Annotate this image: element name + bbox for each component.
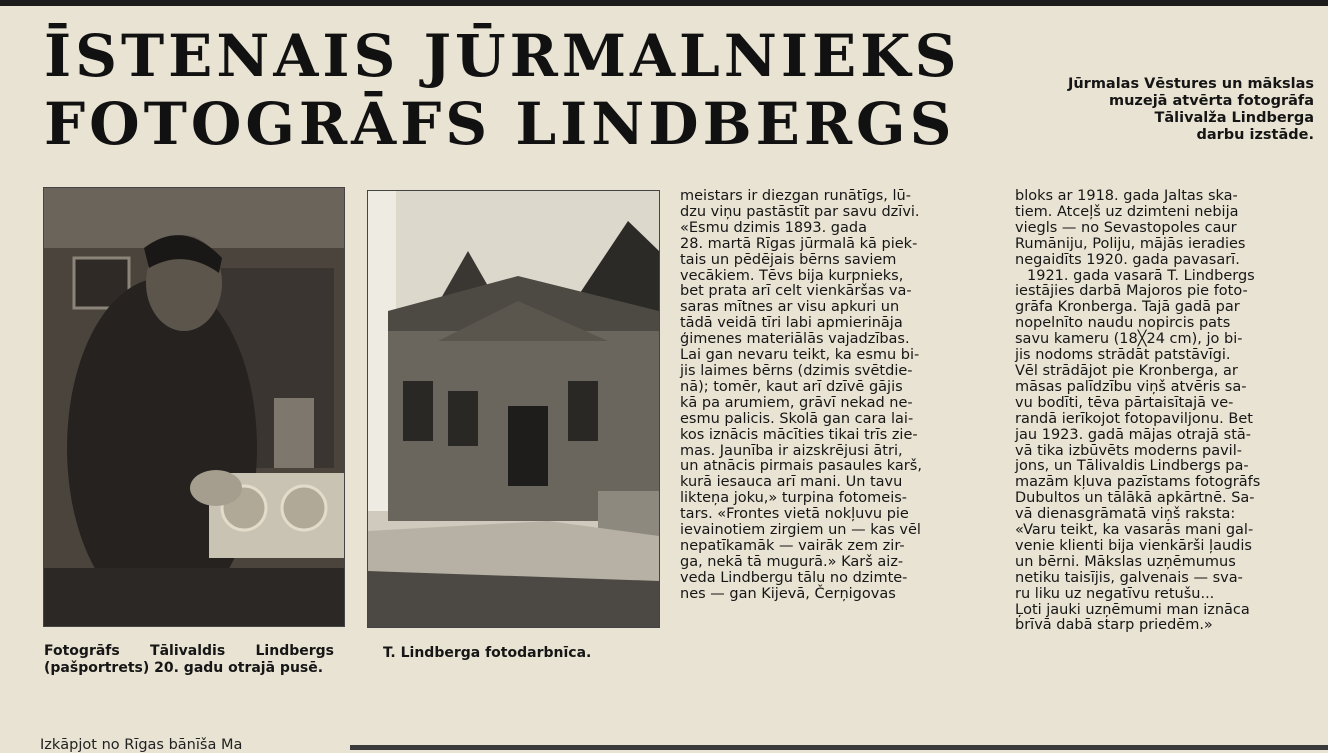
text-column-3 (1015, 189, 1321, 634)
text-line: Ļoti jauki uzņēmumi man iznāca (1015, 601, 1250, 618)
lead-paragraph (1014, 76, 1314, 144)
photo-caption-studio: T. Lindberga fotodarbnīca. (383, 645, 592, 661)
text-line: viegls — no Sevastopoles caur (1015, 219, 1237, 236)
text-line: savu kameru (18╳24 cm), jo bi- (1015, 331, 1243, 348)
text-line: netiku taisījis, galvenais — sva- (1015, 569, 1243, 586)
text-line: esmu palicis. Skolā gan cara lai- (680, 410, 914, 427)
text-line: ievainotiem zirgiem un — kas vēl (680, 522, 921, 539)
text-line: tars. «Frontes vietā nokļuvu pie (680, 506, 909, 523)
lead-line: darbu izstāde. (1196, 127, 1314, 143)
text-line: jons, un Tālivaldis Lindbergs pa- (1015, 458, 1249, 475)
text-line: nes — gan Kijevā, Čerņigovas (680, 585, 896, 602)
text-line: kā pa arumiem, grāvī nekad ne- (680, 394, 913, 411)
lead-line: Jūrmalas Vēstures un mākslas (1067, 76, 1314, 92)
text-line: ģimenes materiālās vajadzības. (680, 331, 910, 348)
text-line: un atnācis pirmais pasaules karš, (680, 458, 922, 475)
text-line: 28. martā Rīgas jūrmalā kā piek- (680, 235, 918, 252)
text-line: negaidīts 1920. gada pavasarī. (1015, 251, 1240, 268)
text-line: kos iznācis mācīties tikai trīs zie- (680, 426, 918, 443)
text-line: meistars ir diezgan runātīgs, lū- (680, 188, 911, 204)
text-line: jis nodoms strādāt patstāvīgi. (1015, 347, 1231, 364)
text-line: «Varu teikt, ka vasarās mani gal- (1015, 522, 1254, 539)
text-line: venie klienti bija vienkārši ļaudis (1015, 537, 1252, 554)
text-line: Rumāniju, Poliju, mājās ieradies (1015, 235, 1246, 252)
text-line: nopelnīto naudu nopircis pats (1015, 315, 1231, 332)
text-line: dzu viņu pastāstīt par savu dzīvi. (680, 203, 920, 220)
text-line: ru liku uz negatīvu retušu... (1015, 585, 1215, 602)
headline-line-2: FOTOGRĀFS LINDBERGS (44, 90, 956, 158)
bottom-rule (350, 745, 1328, 750)
text-line: mas. Jaunība ir aizskrējusi ātri, (680, 442, 903, 459)
text-line: grāfa Kronberga. Tajā gadā par (1015, 299, 1240, 316)
next-paragraph-fragment: Izkāpjot no Rīgas bānīša Ma (40, 737, 243, 753)
text-line: Vēl strādājot pie Kronberga, ar (1015, 362, 1238, 379)
photo-caption-portrait: Fotogrāfs Tālivaldis Lindbergs (pašportrets) 20. gadu otrajā pusē. (44, 643, 334, 676)
text-line: vā tika izbūvēts moderns pavil- (1015, 442, 1242, 459)
text-line: nepatīkamāk — vairāk zem zir- (680, 537, 905, 554)
text-line: brīvā dabā starp priedēm.» (1015, 617, 1213, 634)
self-portrait-photo (43, 187, 345, 627)
text-line: kurā iesauca arī mani. Un tavu (680, 474, 903, 491)
text-line: nā); tomēr, kaut arī dzīvē gājis (680, 378, 903, 395)
lead-line: muzejā atvērta fotogrāfa (1109, 93, 1314, 109)
text-line: un bērni. Mākslas uzņēmumus (1015, 553, 1236, 570)
text-line: saras mītnes ar visu apkuri un (680, 299, 900, 316)
text-line: vu bodīti, tēva pārtaisītajā ve- (1015, 394, 1234, 411)
text-line: bloks ar 1918. gada Jaltas ska- (1015, 188, 1238, 204)
text-line: jis laimes bērns (dzimis svētdie- (680, 362, 913, 379)
text-line: Dubultos un tālākā apkārtnē. Sa- (1015, 490, 1255, 507)
text-line: vā dienasgrāmatā viņš raksta: (1015, 506, 1236, 523)
headline-line-1: ĪSTENAIS JŪRMALNIEKS (44, 22, 961, 90)
text-line: mazām kļuva pazīstams fotogrāfs (1015, 474, 1261, 491)
text-line: randā ierīkojot fotopaviljonu. Bet (1015, 410, 1253, 427)
text-line: tiem. Atceļš uz dzimteni nebija (1015, 203, 1239, 220)
article-headline (44, 22, 984, 158)
text-line: tādā veidā tīri labi apmierināja (680, 315, 903, 332)
text-line: vecākiem. Tēvs bija kurpnieks, (680, 267, 904, 284)
lead-line: Tālivalža Lindberga (1154, 110, 1314, 126)
text-column-2 (680, 189, 995, 603)
text-line: Lai gan nevaru teikt, ka esmu bi- (680, 347, 920, 364)
text-line: veda Lindbergu tālu no dzimte- (680, 569, 908, 586)
text-line: likteņa joku,» turpina fotomeis- (680, 490, 908, 507)
photo-studio-photo (367, 190, 660, 628)
text-line: ga, nekā tā mugurā.» Karš aiz- (680, 553, 904, 570)
text-line: iestājies darbā Majoros pie foto- (1015, 283, 1248, 300)
text-line: māsas palīdzību viņš atvēris sa- (1015, 378, 1247, 395)
text-line: jau 1923. gadā mājas otrajā stā- (1015, 426, 1251, 443)
text-line: «Esmu dzimis 1893. gada (680, 219, 867, 236)
text-line: bet prata arī celt vienkāršas va- (680, 283, 912, 300)
top-rule (0, 0, 1328, 6)
text-line: 1921. gada vasarā T. Lindbergs (1027, 267, 1255, 284)
text-line: tais un pēdējais bērns saviem (680, 251, 897, 268)
